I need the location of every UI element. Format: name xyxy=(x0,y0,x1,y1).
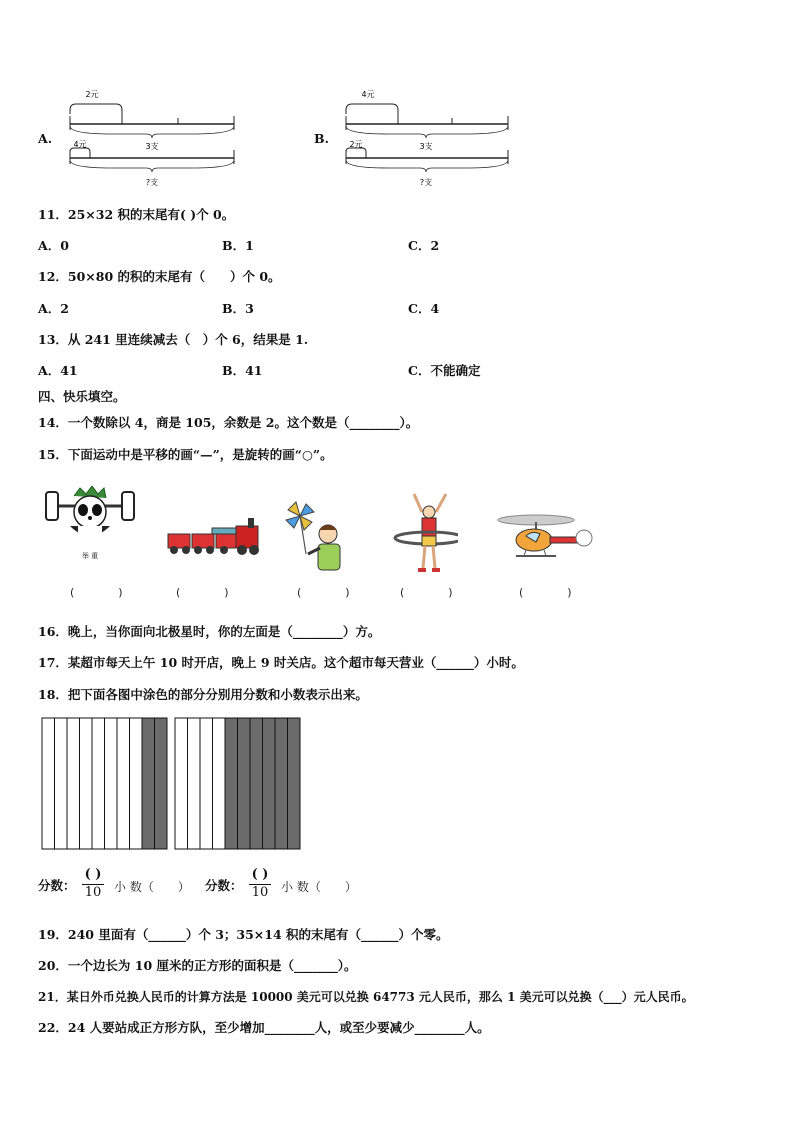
grid-column-shaded xyxy=(288,718,301,849)
grid-column-shaded xyxy=(263,718,276,849)
question-11: 11．25×32 积的末尾有( )个 0。 xyxy=(38,207,235,222)
q11-option-b[interactable]: B．1 xyxy=(222,238,254,253)
q18-fraction-2-denominator: 10 xyxy=(251,885,269,900)
question-13: 13．从 241 里连续减去（ ）个 6，结果是 1. xyxy=(38,332,309,347)
grid-column-shaded xyxy=(275,718,288,849)
q18-decimal-1[interactable]: 小 数（ ） xyxy=(114,880,190,894)
diagram-b-mid-label: 3支 xyxy=(419,142,433,151)
diagram-b-top-tag: 4元 xyxy=(361,90,375,99)
q11-option-a[interactable]: A．0 xyxy=(38,238,69,253)
grid-column-shaded xyxy=(155,718,168,849)
question-18: 18．把下面各图中涂色的部分分别用分数和小数表示出来。 xyxy=(38,687,368,702)
weightlifting-caption: 举 重 xyxy=(81,552,99,560)
grid-column xyxy=(92,718,105,849)
toy-train-image xyxy=(164,516,264,558)
q12-option-c[interactable]: C．4 xyxy=(408,301,440,316)
diagram-a-bottom-tag: 4元 xyxy=(73,140,87,149)
q18-fraction-1-numerator[interactable]: ( ) xyxy=(84,867,102,882)
fraction-grid-1 xyxy=(42,718,167,849)
grid-column xyxy=(42,718,55,849)
diagram-b xyxy=(338,86,518,190)
grid-column xyxy=(188,718,201,849)
q18-fraction-2[interactable] xyxy=(247,866,273,901)
option-a-label: A. xyxy=(38,131,53,146)
hula-hoop-girl-image xyxy=(388,490,458,576)
grid-column xyxy=(213,718,226,849)
diagram-a-mid-label: 3支 xyxy=(145,142,159,151)
question-21: 21．某日外币兑换人民币的计算方法是 10000 美元可以兑换 64773 元人民币，那么 1 美元可以兑换（___）元人民币。 xyxy=(38,990,694,1004)
q13-option-c[interactable]: C．不能确定 xyxy=(408,363,481,378)
question-15: 15．下面运动中是平移的画“—”，是旋转的画“○”。 xyxy=(38,447,333,462)
grid-column xyxy=(80,718,93,849)
q12-option-b[interactable]: B．3 xyxy=(222,301,254,316)
grid-column xyxy=(175,718,188,849)
fraction-grid-2 xyxy=(175,718,300,849)
weightlifting-panda-image xyxy=(44,486,136,562)
q13-option-a[interactable]: A．41 xyxy=(38,363,78,378)
question-22: 22．24 人要站成正方形方队，至少增加________人，或至少要减少________人。 xyxy=(38,1020,490,1035)
grid-column xyxy=(200,718,213,849)
grid-column xyxy=(117,718,130,849)
q18-fraction-label-2: 分数： xyxy=(205,878,243,893)
question-20: 20．一个边长为 10 厘米的正方形的面积是（_______）。 xyxy=(38,958,357,973)
q13-option-b[interactable]: B．41 xyxy=(222,363,263,378)
grid-column xyxy=(55,718,68,849)
grid-column-shaded xyxy=(238,718,251,849)
diagram-b-bottom-tag: 2元 xyxy=(349,140,363,149)
question-14: 14．一个数除以 4，商是 105，余数是 2。这个数是（________）。 xyxy=(38,415,419,430)
q18-fraction-label-1: 分数： xyxy=(38,878,76,893)
toy-helicopter-image xyxy=(496,512,596,564)
q15-blank-5[interactable]: ( ) xyxy=(519,586,572,599)
q18-fraction-1-denominator: 10 xyxy=(84,885,102,900)
pinwheel-boy-image xyxy=(284,498,354,578)
q18-fraction-2-numerator[interactable]: ( ) xyxy=(251,867,269,882)
diagram-a xyxy=(62,86,242,190)
question-16: 16．晚上，当你面向北极星时，你的左面是（________）方。 xyxy=(38,624,381,639)
grid-column-shaded xyxy=(250,718,263,849)
option-b-label: B. xyxy=(314,131,329,146)
q15-blank-3[interactable]: ( ) xyxy=(297,586,350,599)
q18-decimal-2[interactable]: 小 数（ ） xyxy=(281,880,357,894)
grid-column xyxy=(67,718,80,849)
diagram-b-bottom-label: ?支 xyxy=(419,178,433,187)
question-12: 12．50×80 的积的末尾有（ ）个 0。 xyxy=(38,269,281,284)
grid-column-shaded xyxy=(225,718,238,849)
diagram-a-bottom-label: ?支 xyxy=(145,178,159,187)
q15-blank-1[interactable]: ( ) xyxy=(70,586,123,599)
q15-blank-2[interactable]: ( ) xyxy=(176,586,229,599)
grid-column xyxy=(130,718,143,849)
question-19: 19．240 里面有（______）个 3；35×14 积的末尾有（______）个零。 xyxy=(38,927,449,942)
q18-fraction-1[interactable] xyxy=(80,866,106,901)
question-17: 17．某超市每天上午 10 时开店，晚上 9 时关店。这个超市每天营业（______）小时。 xyxy=(38,655,524,670)
grid-column-shaded xyxy=(142,718,155,849)
diagram-a-top-tag: 2元 xyxy=(85,90,99,99)
q15-blank-4[interactable]: ( ) xyxy=(400,586,453,599)
fraction-grids xyxy=(41,717,303,851)
q12-option-a[interactable]: A．2 xyxy=(38,301,69,316)
grid-column xyxy=(105,718,118,849)
section-4-heading: 四、快乐填空。 xyxy=(38,389,126,404)
q11-option-c[interactable]: C．2 xyxy=(408,238,440,253)
